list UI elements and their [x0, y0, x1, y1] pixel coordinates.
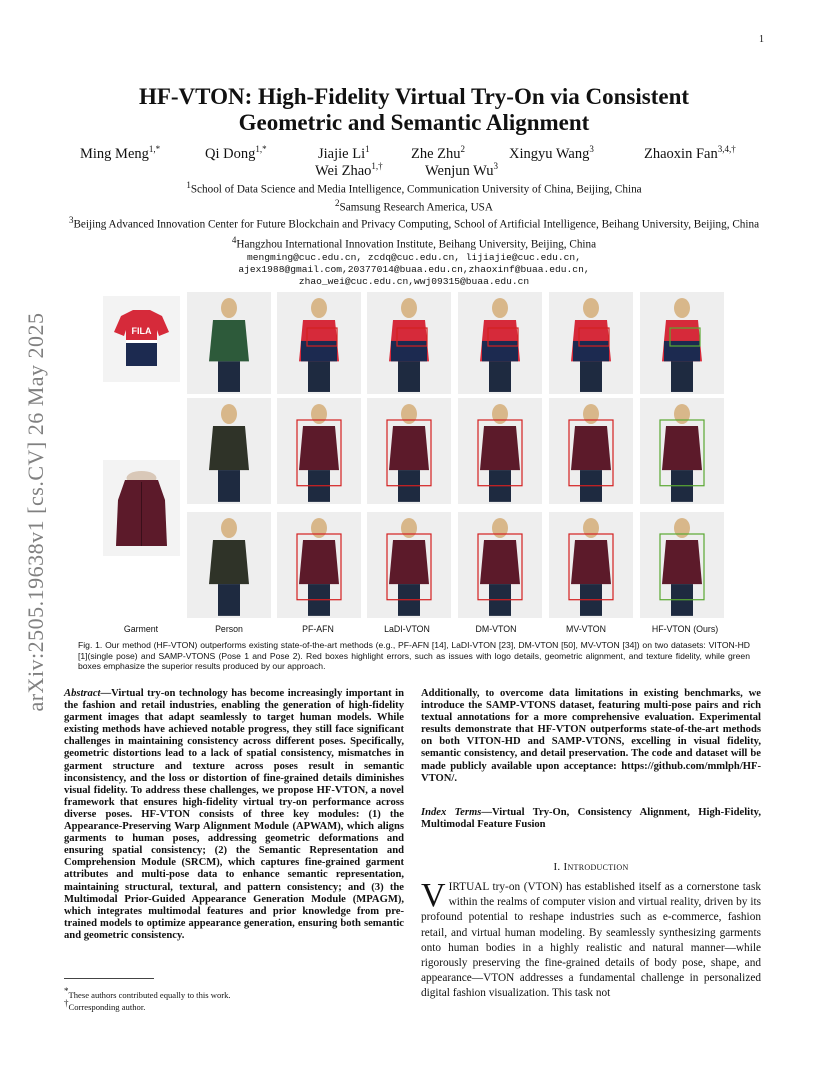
head-shape: [492, 404, 508, 424]
column-label: Garment: [123, 624, 159, 634]
head-shape: [492, 518, 508, 538]
index-terms-text: —Virtual Try-On, Consistency Alignment, High-Fidelity, Multimodal Feature Fusion: [421, 807, 761, 831]
head-shape: [674, 298, 690, 318]
index-terms-label: Index Terms: [421, 807, 482, 818]
author: Zhaoxin Fan$^{3,4,\dagger}$: [644, 144, 736, 162]
garment-lower-shape: [391, 341, 427, 361]
abstract-label: Abstract: [64, 688, 101, 699]
author: Ming Meng$^{1,*}$: [80, 144, 161, 162]
garment-shape: [571, 426, 611, 470]
page-number: 1: [759, 34, 764, 45]
garment-lower-shape: [482, 341, 518, 361]
garment-shape: [662, 540, 702, 584]
column-label: HF-VTON (Ours): [651, 624, 719, 634]
section-heading: I. Introduction: [553, 861, 629, 873]
title-line-2: Geometric and Semantic Alignment: [238, 110, 590, 135]
person-figure: [549, 398, 633, 504]
head-shape: [221, 518, 237, 538]
head-shape: [583, 298, 599, 318]
garment-shape: [299, 540, 339, 584]
email-line: zhao_wei@cuc.edu.cn,wwj09315@buaa.edu.cn: [298, 276, 530, 287]
footnote-rule: [64, 978, 154, 979]
email-line: mengming@cuc.edu.cn, zcdq@cuc.edu.cn, lijiajie@cuc.edu.cn,: [247, 252, 581, 263]
index-terms: [421, 807, 761, 831]
figure-cell: [549, 398, 633, 504]
column-label: Person: [215, 624, 243, 634]
person-figure: [640, 398, 724, 504]
abstract-text: —Virtual try-on technology has become increasingly important in the fashion and retail industries, enabling the generation of high-fidelity garment images that adapt seamlessly to target human models. While existing methods have achieved notable progress, they still face significant challenges in maintaining consistency across different poses. Specifically, geometric distortions lead to a lack of spatial consistency, mismatches in garment structure and texture across poses result in semantic inconsistency, and the loss or distortion of fine-grained details diminishes visual fidelity. To address these challenges, we propose HF-VTON, a novel framework that ensures high-fidelity virtual try-on performance across diverse poses. HF-VTON consists of three key modules: (1) the Appearance-Preserving Warp Alignment Module (APWAM), which aligns garments to human poses, addressing geometric deformations and ensuring spatial consistency; (2) the Semantic Representation and Comprehension Module (SRCM), which captures fine-grained garment attributes and multi-pose data to enhance semantic representation, maintaining structural, textural, and pattern consistency; and (3) the Multimodal Prior-Guided Appearance Generation Module (MPAGM), which integrates multimodal features and prior knowledge from pre-trained models to optimize appearance generation, ensuring both semantic and geometric consistency.: [64, 688, 404, 941]
figure-cell: [367, 292, 451, 394]
figure-cell: [549, 292, 633, 394]
email-line: ajex1988@gmail.com,20377014@buaa.edu.cn,zhaoxinf@buaa.edu.cn,: [238, 264, 590, 275]
column-label: MV-VTON: [566, 624, 606, 634]
affiliation: $^1$School of Data Science and Media Intelligence, Communication University of China, Beijing, China: [186, 180, 642, 196]
person-figure: [187, 398, 271, 504]
head-shape: [311, 404, 327, 424]
arxiv-stamp-text: arXiv:2505.19638v1 [cs.CV] 26 May 2025: [23, 312, 48, 712]
footnote: †Corresponding author.: [64, 998, 146, 1012]
head-shape: [401, 298, 417, 318]
person-figure: [458, 512, 542, 618]
person-figure: [187, 292, 271, 394]
legs-shape: [308, 361, 330, 392]
garment-shape: [480, 426, 520, 470]
legs-shape: [489, 361, 511, 392]
head-shape: [221, 298, 237, 318]
person-figure: [187, 512, 271, 618]
head-shape: [401, 518, 417, 538]
head-shape: [583, 404, 599, 424]
figure-cell: [367, 512, 451, 618]
garment-shape: [571, 540, 611, 584]
affiliation: $^2$Samsung Research America, USA: [335, 197, 493, 214]
figure-cell: [187, 512, 271, 618]
person-figure: [367, 292, 451, 394]
figure-cell: [277, 398, 361, 504]
abstract: [64, 688, 404, 942]
garment-shape: [209, 540, 249, 584]
garment-shape: [389, 540, 429, 584]
fila-logo-text: FILA: [131, 326, 152, 336]
title-line-1: HF-VTON: High-Fidelity Virtual Try-On via Consistent: [138, 84, 690, 109]
figure-cell: [549, 512, 633, 618]
garment-lower-shape: [301, 341, 337, 361]
legs-shape: [218, 584, 240, 616]
garment-shape: [480, 540, 520, 584]
person-figure: [277, 512, 361, 618]
author: Xingyu Wang$^3$: [509, 144, 594, 162]
person-figure: [277, 292, 361, 394]
figure-cell: [187, 398, 271, 504]
figure-cell: [277, 512, 361, 618]
head-shape: [583, 518, 599, 538]
head-shape: [674, 404, 690, 424]
person-figure: [458, 398, 542, 504]
legs-shape: [671, 361, 693, 392]
figure-cell: [187, 292, 271, 394]
person-figure: [640, 292, 724, 394]
drop-cap: V: [421, 877, 446, 914]
abstract-continued: Additionally, to overcome data limitations in existing benchmarks, we introduce the SAMP-VTONS dataset, featuring multi-pose pairs and rich textual annotations for a more comprehensive evaluation. Experimental results demonstrate that HF-VTON outperforms state-of-the-art methods on both VITON-HD and SAMP-VTONS, excelling in visual fidelity, semantic consistency, and detail preservation. The code and dataset will be made publicly available upon acceptance: https://github.com/mmlph/HF-VTON/.: [421, 688, 761, 784]
author: Wei Zhao$^{1,\dagger}$: [315, 161, 383, 179]
person-figure: [367, 512, 451, 618]
figure-caption: Fig. 1. Our method (HF-VTON) outperforms existing state-of-the-art methods (e.g., PF-AFN [14], LaDI-VTON [23], DM-VTON [50], MV-VTON [34]) on two datasets: VITON-HD [1](single pose) and SAMP-VTONS (Pose 1 and Pose 2). Red boxes highlight errors, such as issues with logo details, geometric alignment, and texture fidelity, while green boxes emphasize the superior results produced by our approach.: [78, 640, 750, 672]
head-shape: [221, 404, 237, 424]
garment-shape: [209, 426, 249, 470]
introduction-text: [421, 877, 761, 1002]
head-shape: [311, 518, 327, 538]
legs-shape: [218, 470, 240, 502]
figure-cell: [277, 292, 361, 394]
garment-shape: [299, 426, 339, 470]
head-shape: [401, 404, 417, 424]
person-figure: [277, 398, 361, 504]
column-label: LaDI-VTON: [384, 624, 430, 634]
figure-cell: [640, 512, 724, 618]
legs-shape: [398, 361, 420, 392]
figure-cell: [458, 292, 542, 394]
garment-shape: [209, 320, 249, 361]
legs-shape: [580, 361, 602, 392]
person-figure: [640, 512, 724, 618]
column-label: DM-VTON: [475, 624, 517, 634]
person-figure: [549, 292, 633, 394]
figure-cell: [458, 398, 542, 504]
affiliation: $^3$Beijing Advanced Innovation Center for Future Blockchain and Privacy Computing, School of Artificial Intelligence, Beihang University, Beijing, China: [68, 215, 760, 232]
garment-shape: [389, 426, 429, 470]
legs-shape: [218, 361, 240, 392]
head-shape: [674, 518, 690, 538]
author: Zhe Zhu$^2$: [411, 144, 466, 162]
author: Wenjun Wu$^3$: [425, 161, 498, 179]
figure-cell: [367, 398, 451, 504]
figure-cell: [458, 512, 542, 618]
figure-cell: [640, 398, 724, 504]
person-figure: [549, 512, 633, 618]
figure-cell: [640, 292, 724, 394]
person-figure: [367, 398, 451, 504]
person-figure: [458, 292, 542, 394]
affiliation: $^4$Hangzhou International Innovation Institute, Beihang University, Beijing, China: [231, 235, 597, 251]
column-label: PF-AFN: [302, 624, 334, 634]
footnote: *These authors contributed equally to this work.: [64, 986, 231, 1000]
head-shape: [311, 298, 327, 318]
author: Jiajie Li$^1$: [318, 144, 370, 162]
intro-paragraph: IRTUAL try-on (VTON) has established itself as a cornerstone task within the realms of computer vision and virtual reality, driven by its profound potential to reshape industries such as e-commerce, fashion retail, and virtual human modeling. By seamlessly synthesizing garments onto human bodies in a highly realistic and natural manner—while rigorously preserving the fine-grained details of body pose, shape, and appearance—VTON addresses a fundamental challenge in personalized digital fashion visualization. This task not: [421, 881, 761, 1000]
garment-shape: [662, 426, 702, 470]
head-shape: [492, 298, 508, 318]
author: Qi Dong$^{1,*}$: [205, 144, 267, 162]
